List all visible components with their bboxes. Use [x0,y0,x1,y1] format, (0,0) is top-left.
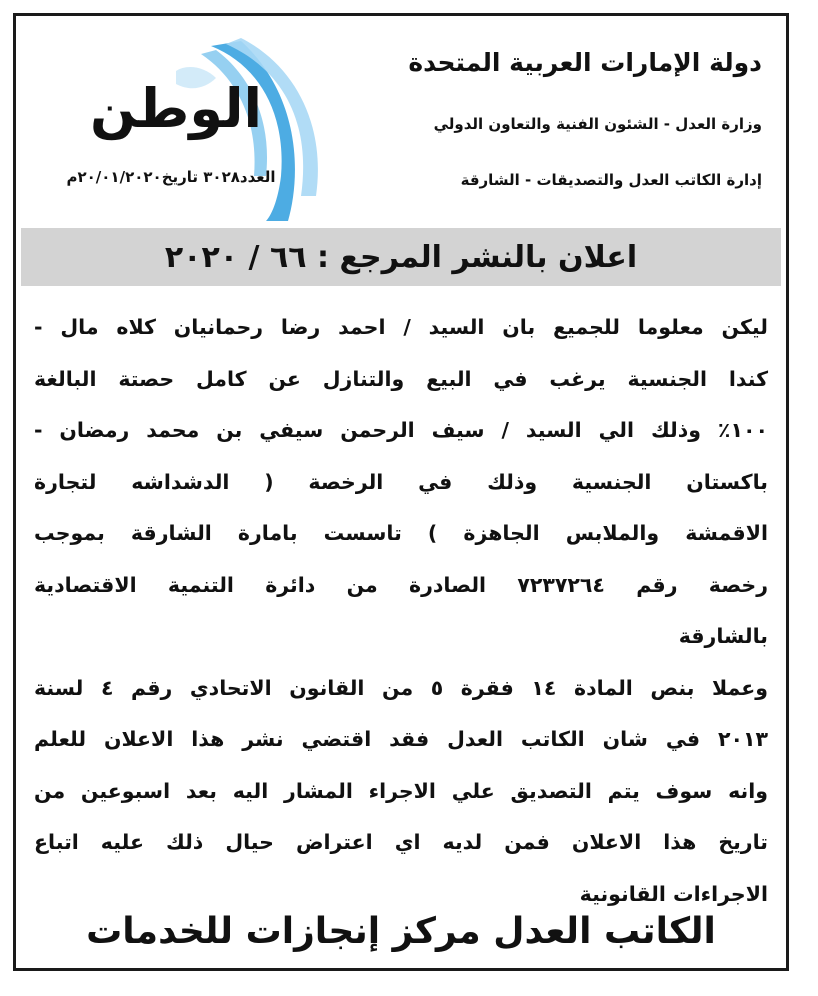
ministry-name: وزارة العدل - الشئون الفنية والتعاون الدولي [433,115,762,133]
signature-line: الكاتب العدل مركز إنجازات للخدمات [86,911,716,952]
body-line: بالشارقة [678,624,768,648]
department-name: إدارة الكاتب العدل والتصديقات - الشارقة [460,171,762,189]
notice-title: اعلان بالنشر المرجع : ٦٦ / ٢٠٢٠ [164,239,638,275]
body-line: تاريخ هذا الاعلان فمن لديه اي اعتراض حيال ذلك عليه اتباع [34,830,768,854]
body-line: الاقمشة والملابس الجاهزة ) تاسست بامارة الشارقة بموجب [34,521,768,545]
body-line: كندا الجنسية يرغب في البيع والتنازل عن كامل حصتة البالغة [34,366,768,391]
notice-title-banner [21,228,781,286]
notice-frame [13,13,789,971]
body-line: وانه سوف يتم التصديق علي الاجراء المشار اليه بعد اسبوعين من [34,778,768,803]
notice-body [34,302,768,920]
body-line: رخصة رقم ٧٢٣٧٢٦٤ الصادرة من دائرة التنمية الاقتصادية [34,572,768,597]
government-header [342,46,762,191]
body-line: ليكن معلوما للجميع بان السيد / احمد رضا رحمانيان كلاه مال - [34,315,768,339]
body-line: الاجراءات القانونية [579,881,768,906]
body-line: وعملا بنص المادة ١٤ فقرة ٥ من القانون الاتحادي رقم ٤ لسنة [34,675,769,700]
state-name: دولة الإمارات العربية المتحدة [408,48,762,77]
body-line: باكستان الجنسية وذلك في الرخصة ( الدشداشه لتجارة [34,469,768,494]
body-line: ٢٠١٣ في شان الكاتب العدل فقد اقتضي نشر هذا الاعلان للعلم [34,727,768,751]
newspaper-name: الوطن [89,77,263,140]
newspaper-masthead [26,26,356,221]
issue-number-date: العدد٣٠٢٨ تاريخ٢٠/٠١/٢٠٢٠م [66,168,276,186]
body-line: ١٠٠٪ وذلك الي السيد / سيف الرحمن سيفي بن محمد رمضان - [34,418,768,442]
